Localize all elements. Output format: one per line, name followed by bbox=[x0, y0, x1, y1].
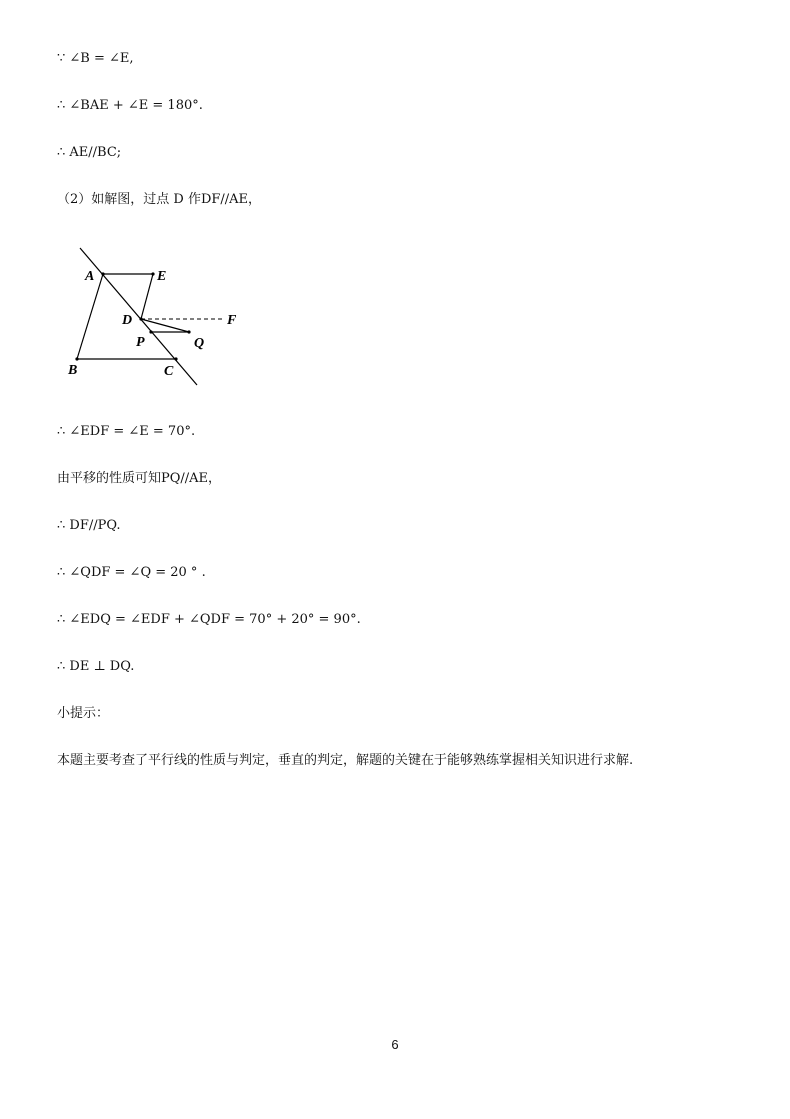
point-b bbox=[75, 357, 78, 360]
label-e: E bbox=[157, 269, 167, 284]
page-number: 6 bbox=[391, 1037, 399, 1052]
label-p: P bbox=[136, 335, 145, 350]
line-9: ∴ ∠EDQ = ∠EDF + ∠QDF = 70° + 20° = 90°. bbox=[57, 612, 361, 627]
label-q: Q bbox=[194, 336, 205, 351]
line-4: （2）如解图，过点 D 作DF//AE， bbox=[57, 192, 262, 207]
line-6: 由平移的性质可知PQ//AE， bbox=[57, 471, 222, 486]
line-1: ∵ ∠B = ∠E, bbox=[57, 51, 134, 66]
segment-dq bbox=[141, 319, 189, 332]
line-11: 小提示： bbox=[57, 706, 110, 721]
segment-ab bbox=[77, 274, 103, 359]
label-a: A bbox=[85, 269, 95, 284]
line-3: ∴ AE//BC; bbox=[57, 145, 122, 160]
transversal-line bbox=[80, 248, 197, 385]
point-c bbox=[174, 357, 177, 360]
point-q bbox=[187, 330, 190, 333]
line-7: ∴ DF//PQ. bbox=[57, 518, 121, 533]
point-a bbox=[101, 272, 104, 275]
line-10: ∴ DE ⊥ DQ. bbox=[57, 659, 135, 674]
line-5: ∴ ∠EDF = ∠E = 70°. bbox=[57, 424, 196, 439]
point-d bbox=[139, 317, 142, 320]
point-p bbox=[149, 330, 152, 333]
point-e bbox=[151, 272, 154, 275]
line-8: ∴ ∠QDF = ∠Q = 20 ° . bbox=[57, 565, 206, 580]
label-f: F bbox=[227, 313, 237, 328]
label-b: B bbox=[68, 363, 78, 378]
label-c: C bbox=[164, 364, 174, 379]
line-12: 本题主要考查了平行线的性质与判定，垂直的判定，解题的关键在于能够熟练掌握相关知识进行求解. bbox=[57, 753, 634, 768]
geometry-figure-svg bbox=[60, 238, 250, 388]
label-d: D bbox=[122, 313, 133, 328]
segment-ed bbox=[141, 274, 153, 319]
line-2: ∴ ∠BAE + ∠E = 180°. bbox=[57, 98, 203, 113]
geometry-figure bbox=[60, 238, 250, 388]
